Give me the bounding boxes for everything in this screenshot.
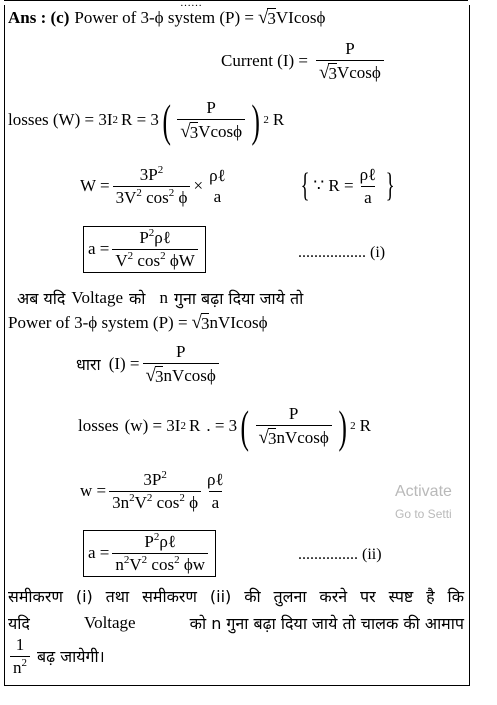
left-paren: ( [162,94,171,146]
radical-icon: √ [257,7,269,29]
cropped-top-text: …… [180,0,202,6]
radical-icon: √ [180,120,191,142]
equation-i-box: a = $\frac{P^2\rho\ell}{V^2 \cos^2 \phi W}$ [83,226,206,273]
current-equation-2: धारा (I) = P √ 3 nVcosϕ [76,343,222,386]
current-label: Current (I) = [221,51,309,71]
sqrt-3: √ 3 [257,7,276,29]
top-border [4,0,468,1]
answer-label: Ans : (c) [8,8,70,27]
resistance-note: { ∵ R = $\frac{\text{ρℓ}}{a}$ } [300,165,395,207]
left-paren: ( [240,400,250,452]
rho-fraction: ρℓ a [209,165,226,207]
w-equation: W = $\frac{3P^2}{3V^2 \cos^2 \phi}$ × ρℓ a [80,166,232,207]
conclusion-line-2: यदि Voltage को n गुना बढ़ा दिया जाये तो चालक की आमाप [8,613,464,633]
power-equation [8,8,325,28]
right-brace: } [385,167,395,205]
losses-fraction: P √ 3 Vcosϕ [177,99,245,142]
activation-watermark-title: Activate [395,483,452,500]
radical-icon: √ [191,312,202,334]
conclusion-line-1: समीकरण (i) तथा समीकरण (ii) की तुलना करने पर स्पष्ट है कि [8,587,464,606]
power-equation-2: Power of 3-ϕ system (P) = √ 3 nVIcosϕ [8,312,268,334]
conclusion-line-3: $\frac{1}{n^2}$ बढ़ जायेगी। [8,636,105,677]
equation-ii [83,530,216,577]
power-tail: VIcosϕ [275,8,326,27]
right-paren: ) [251,94,260,146]
inverse-n-squared: $\frac{1}{n^2}$ [10,636,30,677]
current-fraction: P √ 3 Vcosϕ [316,40,384,83]
w-fraction: $\frac{3P^2}{3V^2 \cos^2 \phi}$ [113,166,191,207]
equation-ii-tag: ............... (ii) [298,546,382,563]
w-equation-2: w = $\frac{3P^2}{3n^2V^2 \cos^2 \phi}$ $\frac{\text{ρℓ}}{a}$ [80,469,224,512]
radical-icon: √ [145,364,156,386]
equation-i-tag: ................. (i) [298,244,386,261]
hindi-statement: अब यदि Voltage को n गुना बढ़ा दिया जाये तो [17,288,304,308]
equation-ii-box: a = $\frac{P^2\rho\ell}{n^2V^2 \cos^2 \phi w}$ [83,530,216,577]
losses-equation-2: losses (w) = 3I 2 R . = 3 ( P √ 3 nVcosϕ ) 2 R [78,400,371,452]
power-label: Power of 3-ϕ system (P) = [74,8,254,27]
radical-icon: √ [258,426,269,448]
left-brace: { [300,167,310,205]
current-equation [221,40,387,83]
right-paren: ) [338,400,347,452]
equation-i [83,226,206,273]
activation-watermark-subtitle: Go to Setti [395,507,452,521]
losses-equation: losses (W) = 3I 2 R = 3 ( P √ 3 Vcosϕ ) 2 R [8,94,285,146]
radical-icon: √ [319,61,330,83]
